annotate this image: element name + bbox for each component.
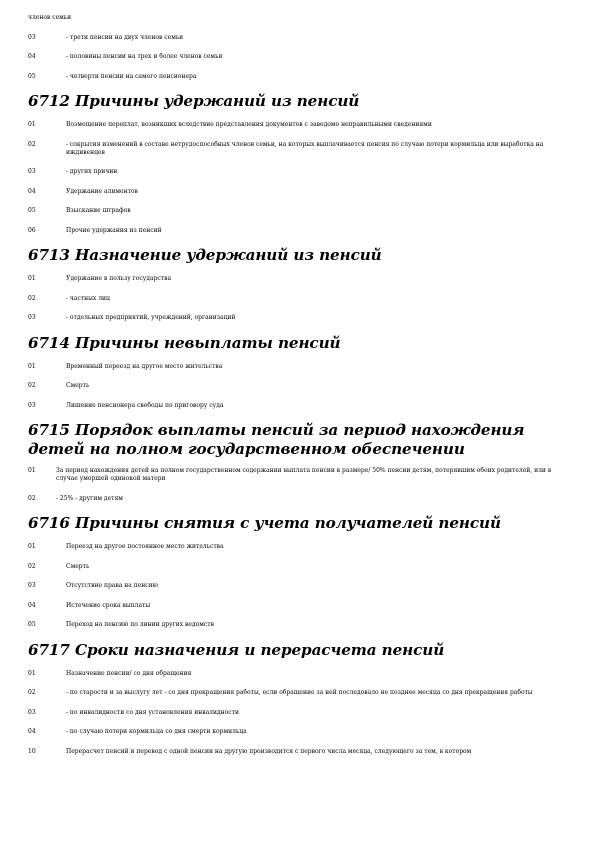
item-text: - других причин xyxy=(66,168,118,175)
item-text: Отсутствие права на пенсию xyxy=(66,582,158,589)
item-code: 01 xyxy=(28,362,36,370)
item-text: - частных лиц xyxy=(66,294,110,302)
item-code: 01 xyxy=(28,275,36,282)
section-title: 6714 Причины невыплаты пенсий xyxy=(28,333,341,352)
section-title: 6712 Причины удержаний из пенсий xyxy=(28,92,360,110)
item-code: 03 xyxy=(28,314,36,321)
list-item xyxy=(28,495,555,503)
item-code: 03 xyxy=(28,33,36,41)
list-item xyxy=(28,314,555,322)
item-code: 05 xyxy=(28,207,36,214)
item-text: Лишение пенсионера свободы по приговору суда xyxy=(66,401,224,409)
list-item xyxy=(28,563,555,571)
item-text: Назначение пенсии/ со дня обращения xyxy=(66,669,192,677)
item-text: - 25% - другим детям xyxy=(56,494,123,502)
sections-container xyxy=(28,92,555,756)
item-code: 05 xyxy=(28,621,36,628)
list-item xyxy=(28,121,555,129)
item-text: Прочие удержания из пенсий xyxy=(66,226,162,234)
section-title: 6716 Причины снятия с учета получателей пенсий xyxy=(28,514,501,532)
section xyxy=(28,641,555,756)
item-code: 02 xyxy=(28,140,36,148)
item-text: Удержание в пользу государства xyxy=(66,275,172,282)
item-text: Возмещение переплат, возникших вследствие представления документов с заведомо неправильными сведениями xyxy=(66,121,432,128)
list-item xyxy=(28,689,555,697)
list-item xyxy=(28,73,555,81)
item-text: Истечение срока выплаты xyxy=(66,601,151,609)
list-item xyxy=(28,382,555,390)
item-code: 01 xyxy=(28,669,36,677)
item-text: - отдельных предприятий, учреждений, организаций xyxy=(66,314,236,321)
section xyxy=(28,334,555,410)
list-item xyxy=(28,34,555,42)
list-item xyxy=(28,748,555,756)
section-title: 6713 Назначение удержаний из пенсий xyxy=(28,246,382,264)
item-text: Переход на пенсию по линии других ведомств xyxy=(66,621,214,628)
list-item xyxy=(28,141,555,157)
item-text: Удержание алиментов xyxy=(66,187,138,195)
item-code: 04 xyxy=(28,53,36,60)
intro-line: членов семьи xyxy=(28,14,72,21)
item-text: - половины пенсии на трех и более членов семьи xyxy=(66,53,223,60)
item-text: - четверти пенсии на самого пенсионера xyxy=(66,72,197,80)
item-code: 04 xyxy=(28,728,36,735)
section xyxy=(28,514,555,629)
item-code: 01 xyxy=(28,543,36,550)
item-code: 05 xyxy=(28,72,36,80)
item-code: 03 xyxy=(28,708,36,716)
item-code: 02 xyxy=(28,494,36,502)
item-code: 04 xyxy=(28,187,36,195)
item-text: Перерасчет пенсий и перевод с одной пенсии на другую производится с первого числа месяца, следующего за тем, в котором xyxy=(66,747,472,755)
list-item xyxy=(28,227,555,235)
list-item xyxy=(28,402,555,410)
section xyxy=(28,421,555,503)
list-item xyxy=(28,295,555,303)
item-code: 02 xyxy=(28,382,36,389)
item-text: - трети пенсии на двух членов семьи xyxy=(66,33,184,41)
list-item xyxy=(28,53,555,61)
list-item xyxy=(28,363,555,371)
item-code: 10 xyxy=(28,747,36,755)
item-text: - сокрытия изменений в составе нетрудоспособных членов семьи, на которых выплачивается пенсия по случаю потери кормильца или выработка на иждивенцев xyxy=(66,140,544,156)
list-item xyxy=(28,188,555,196)
list-item xyxy=(28,621,555,629)
section-title: 6717 Сроки назначения и перерасчета пенсий xyxy=(28,640,445,659)
intro-list xyxy=(28,34,555,81)
list-item xyxy=(28,543,555,551)
item-code: 03 xyxy=(28,582,36,589)
item-code: 02 xyxy=(28,294,36,302)
list-item xyxy=(28,582,555,590)
list-item xyxy=(28,728,555,736)
list-item xyxy=(28,275,555,283)
item-code: 04 xyxy=(28,601,36,609)
item-code: 01 xyxy=(28,467,36,474)
item-text: - по случаю потери кормильца со дня смерти кормильца xyxy=(66,728,247,735)
item-code: 02 xyxy=(28,562,36,570)
item-text: Смерть xyxy=(66,562,90,570)
item-code: 06 xyxy=(28,226,36,234)
item-text: Смерть xyxy=(66,382,90,389)
list-item xyxy=(28,168,555,176)
item-text: - по старости и за выслугу лет - со дня прекращения работы, если обращение за ней последовало не позднее месяца со дня прекращения работы xyxy=(66,689,533,696)
item-text: Переезд на другое постоянное место жительства xyxy=(66,543,224,550)
item-code: 03 xyxy=(28,401,36,409)
list-item xyxy=(28,207,555,215)
item-text: Временный переезд на другое место жительства xyxy=(66,362,223,370)
list-item xyxy=(28,602,555,610)
item-code: 02 xyxy=(28,689,36,696)
section-title: 6715 Порядок выплаты пенсий за период нахождения детей на полном государственном обеспечении xyxy=(28,421,525,458)
section xyxy=(28,92,555,235)
item-text: - по инвалидности со дня установления инвалидности xyxy=(66,708,239,716)
item-code: 03 xyxy=(28,168,36,175)
item-text: Взыскание штрафов xyxy=(66,207,131,214)
list-item xyxy=(28,670,555,678)
item-code: 01 xyxy=(28,121,36,128)
list-item xyxy=(28,709,555,717)
section xyxy=(28,246,555,322)
list-item xyxy=(28,467,555,483)
item-text: За период нахождения детей на полном государственном содержании выплата пенсии в размере/ 50% пенсии детям, потерявшим обоих родителей, или в случае умершей одинокой матери xyxy=(56,467,552,482)
